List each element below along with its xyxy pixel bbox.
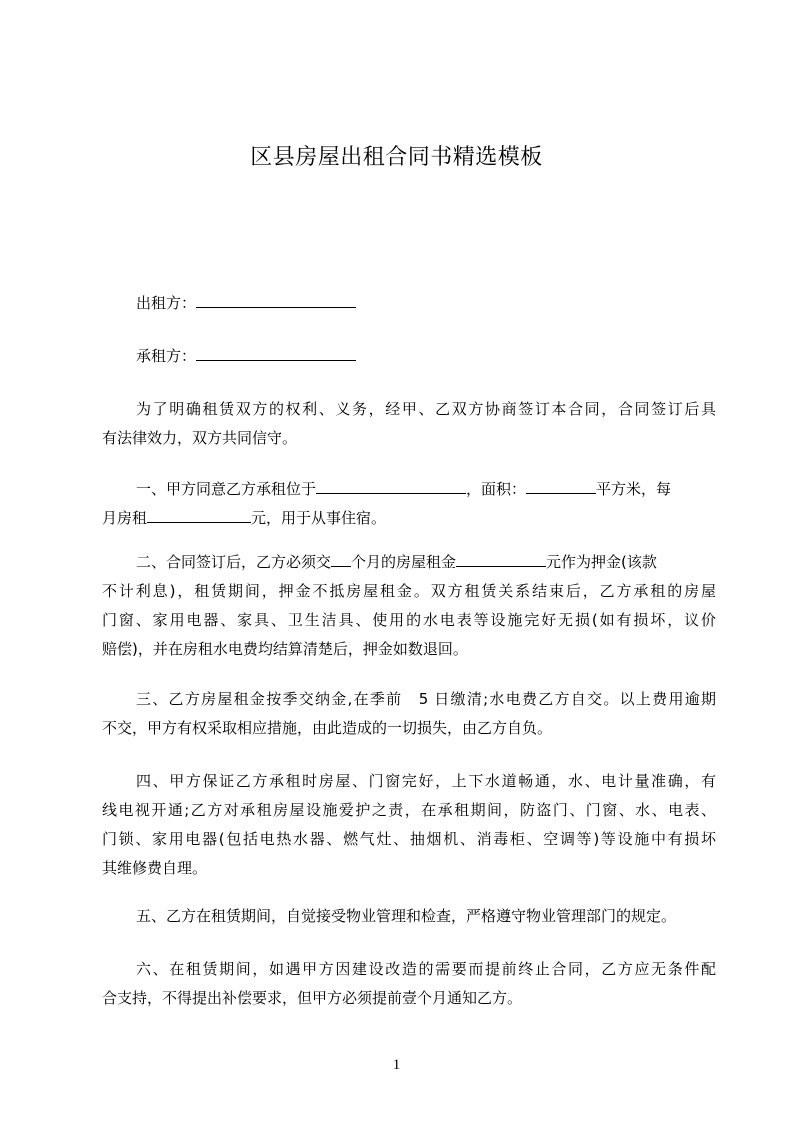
lessee-blank[interactable] — [196, 346, 356, 361]
document-title: 区县房屋出租合同书精选模板 — [250, 145, 543, 170]
lessor-line — [136, 292, 356, 313]
clause-1-text-d: 月房租 — [102, 509, 148, 527]
preamble-line: 有法律效力，双方共同信守。 — [102, 429, 298, 447]
clause-1-rent-blank[interactable] — [147, 508, 251, 523]
clause-2-line: 不计利息)，租赁期间，押金不抵房屋租金。双方租赁关系结束后，乙方承租的房屋 — [102, 582, 716, 600]
clause-1-location-blank[interactable] — [316, 479, 466, 494]
clause-6-line: 六、在租赁期间，如遇甲方因建设改造的需要而提前终止合同，乙方应无条件配 — [136, 960, 716, 978]
clause-1-text-a: 一、甲方同意乙方承租位于 — [136, 480, 317, 498]
preamble-paragraph — [102, 395, 716, 453]
clause-1-paragraph — [102, 475, 716, 533]
lessor-blank[interactable] — [196, 293, 356, 308]
clause-1-text-b: ，面积： — [466, 480, 527, 498]
clause-6-line: 合支持，不得提出补偿要求，但甲方必须提前壹个月通知乙方。 — [102, 989, 523, 1007]
clause-3-line: 不交，甲方有权采取相应措施，由此造成的一切损失，由乙方自负。 — [102, 719, 553, 737]
clause-4-line: 门锁、家用电器(包括电热水器、燃气灶、抽烟机、消毒柜、空调等)等设施中有损坏 — [102, 830, 716, 848]
preamble-line: 为了明确租赁双方的权利、义务，经甲、乙双方协商签订本合同，合同签订后具 — [136, 400, 716, 418]
clause-1-area-blank[interactable] — [526, 479, 596, 494]
clause-2-line: 赔偿)，并在房租水电费均结算清楚后，押金如数退回。 — [102, 640, 468, 658]
clause-4-line: 线电视开通;乙方对承租房屋设施爱护之责，在承租期间，防盗门、门窗、水、电表、 — [102, 801, 716, 819]
lessee-line — [136, 345, 356, 366]
clause-1-line — [102, 475, 716, 504]
clause-4-line: 其维修费自理。 — [102, 859, 208, 877]
clause-2-text-b: 个月的房屋租金 — [351, 553, 457, 571]
clause-2-text-a: 二、合同签订后，乙方必须交 — [136, 553, 332, 571]
page-number: 1 — [392, 1057, 401, 1073]
lessor-label: 出租方： — [136, 294, 197, 312]
clause-5-paragraph — [102, 902, 716, 931]
clause-5-line: 五、乙方在租赁期间，自觉接受物业管理和检查，严格遵守物业管理部门的规定。 — [136, 907, 677, 925]
clause-4-line: 四、甲方保证乙方承租时房屋、门窗完好，上下水道畅通，水、电计量准确，有 — [136, 772, 716, 790]
clause-2-paragraph — [102, 548, 716, 664]
clause-2-months-blank[interactable] — [331, 552, 351, 567]
clause-1-text-c: 平方米，每 — [596, 480, 672, 498]
clause-2-line: 门窗、家用电器、家具、卫生洁具、使用的水电表等设施完好无损(如有损坏，议价 — [102, 611, 716, 629]
clause-6-paragraph — [102, 955, 716, 1013]
clause-1-line — [102, 504, 716, 533]
clause-2-text-c: 元作为押金(该款 — [546, 553, 657, 571]
lessee-label: 承租方： — [136, 347, 197, 365]
clause-2-line — [102, 548, 716, 577]
clause-2-deposit-blank[interactable] — [456, 552, 546, 567]
clause-1-text-e: 元，用于从事住宿。 — [251, 509, 387, 527]
clause-3-paragraph — [102, 685, 716, 743]
clause-3-line: 三、乙方房屋租金按季交纳金,在季前 5 日缴清;水电费乙方自交。以上费用逾期 — [136, 690, 716, 708]
clause-4-paragraph — [102, 767, 716, 883]
